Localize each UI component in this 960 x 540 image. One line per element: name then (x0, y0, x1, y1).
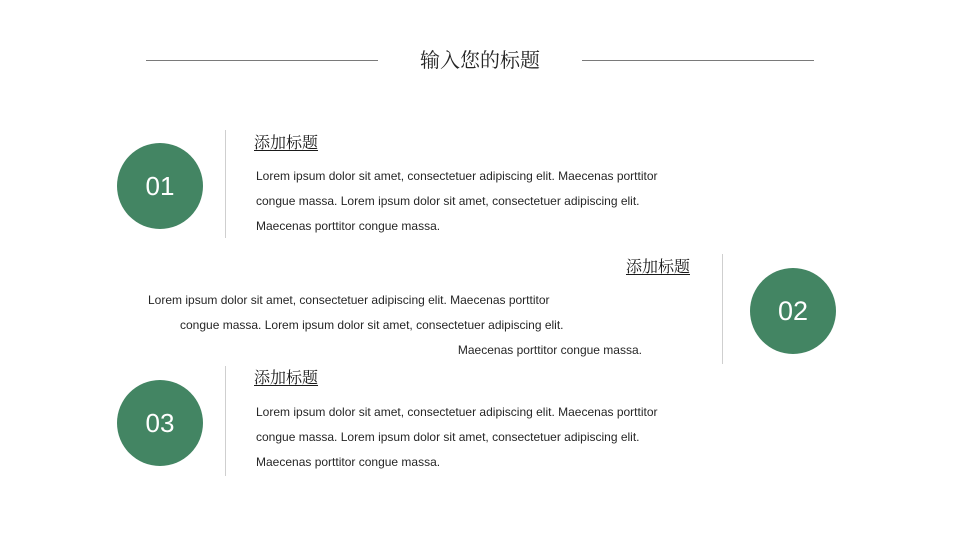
item-text-01 (256, 164, 658, 239)
number-badge-02: 02 (750, 268, 836, 354)
item-text-01-line-1: Lorem ipsum dolor sit amet, consectetuer adipiscing elit. Maecenas porttitor (256, 169, 658, 183)
number-badge-03: 03 (117, 380, 203, 466)
divider-03 (225, 366, 226, 476)
item-heading-02: 添加标题 (625, 257, 690, 276)
item-text-03-line-3: Maecenas porttitor congue massa. (256, 455, 441, 469)
title-rule-left (146, 60, 378, 61)
item-text-02-line-2: congue massa. Lorem ipsum dolor sit amet, consectetuer adipiscing elit. (180, 318, 564, 332)
item-text-02 (142, 288, 642, 363)
item-text-02-line-3: Maecenas porttitor congue massa. (457, 343, 642, 357)
item-heading-01: 添加标题 (254, 133, 319, 152)
divider-01 (225, 130, 226, 238)
item-text-03-line-1: Lorem ipsum dolor sit amet, consectetuer adipiscing elit. Maecenas porttitor (256, 405, 658, 419)
item-text-02-line-1: Lorem ipsum dolor sit amet, consectetuer adipiscing elit. Maecenas porttitor (148, 293, 550, 307)
divider-02 (722, 254, 723, 364)
title-rule-right (582, 60, 814, 61)
slide-title: 输入您的标题 (420, 48, 540, 72)
item-text-01-line-2: congue massa. Lorem ipsum dolor sit amet, consectetuer adipiscing elit. (256, 194, 640, 208)
number-badge-01: 01 (117, 143, 203, 229)
item-text-01-line-3: Maecenas porttitor congue massa. (256, 219, 441, 233)
item-text-03 (256, 400, 658, 475)
item-heading-03: 添加标题 (254, 368, 319, 387)
item-text-03-line-2: congue massa. Lorem ipsum dolor sit amet, consectetuer adipiscing elit. (256, 430, 640, 444)
